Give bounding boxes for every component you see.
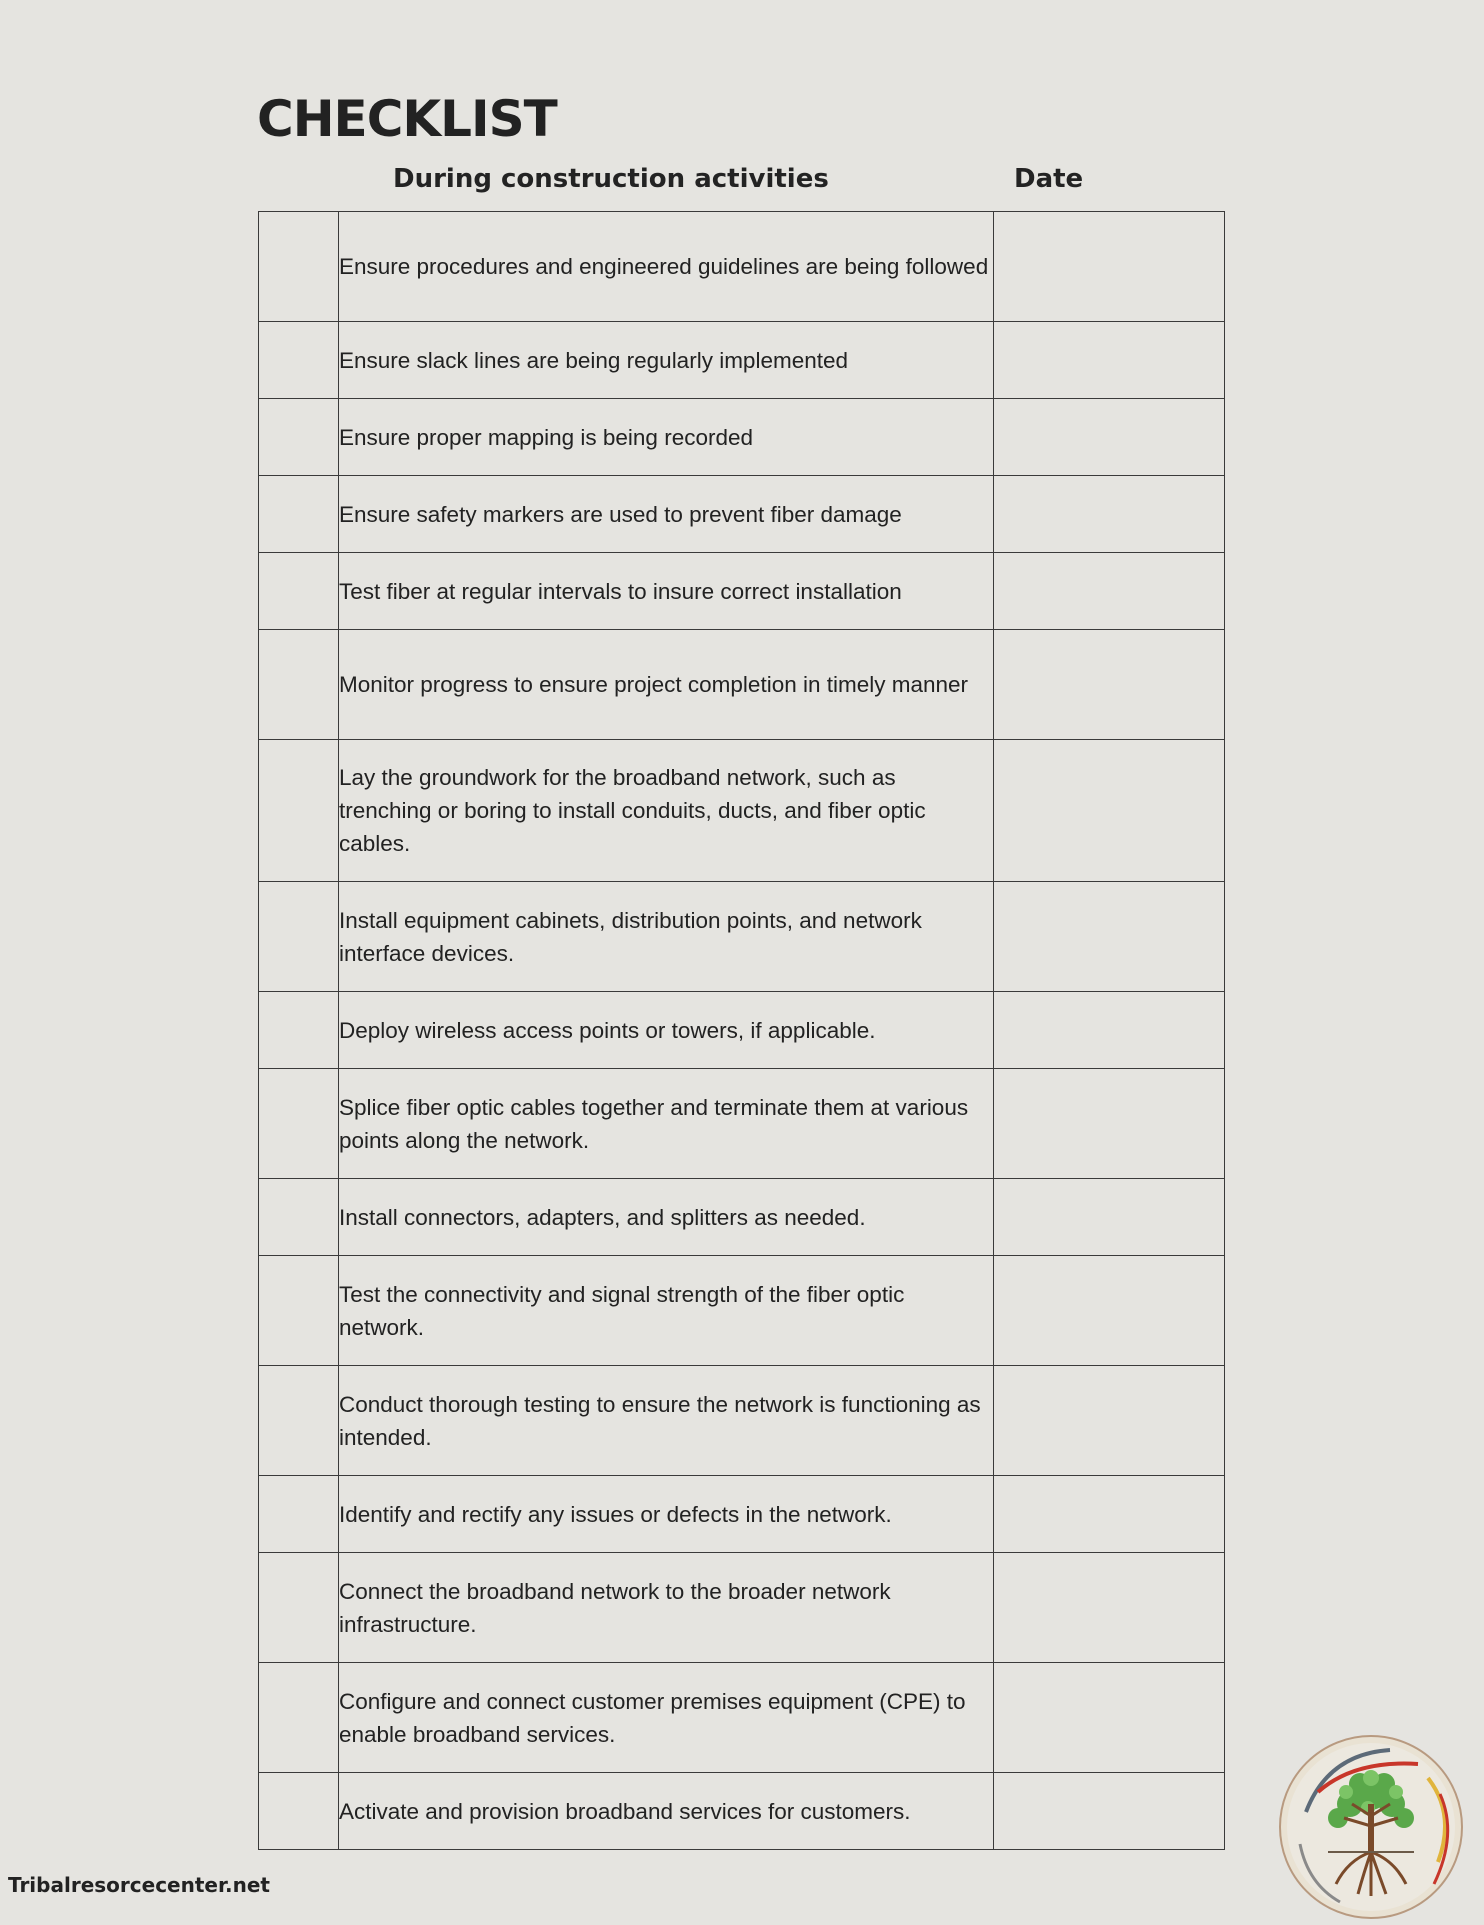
task-text: Deploy wireless access points or towers, if applicable. xyxy=(339,992,994,1069)
date-cell[interactable] xyxy=(994,740,1225,882)
task-text: Configure and connect customer premises equipment (CPE) to enable broadband services. xyxy=(339,1663,994,1773)
task-text: Connect the broadband network to the broader network infrastructure. xyxy=(339,1553,994,1663)
checkbox-cell[interactable] xyxy=(259,630,339,740)
table-row xyxy=(259,1773,1225,1850)
checkbox-cell[interactable] xyxy=(259,1773,339,1850)
checkbox-cell[interactable] xyxy=(259,1553,339,1663)
date-cell[interactable] xyxy=(994,1069,1225,1179)
tree-emblem-icon xyxy=(1278,1734,1464,1920)
table-row xyxy=(259,322,1225,399)
logo xyxy=(1278,1734,1464,1920)
table-row xyxy=(259,1179,1225,1256)
task-text: Test the connectivity and signal strength of the fiber optic network. xyxy=(339,1256,994,1366)
checkbox-cell[interactable] xyxy=(259,212,339,322)
task-text: Ensure procedures and engineered guidelines are being followed xyxy=(339,212,994,322)
task-text: Splice fiber optic cables together and terminate them at various points along the network. xyxy=(339,1069,994,1179)
task-text: Conduct thorough testing to ensure the network is functioning as intended. xyxy=(339,1366,994,1476)
task-text: Ensure safety markers are used to prevent fiber damage xyxy=(339,476,994,553)
task-text: Test fiber at regular intervals to insure correct installation xyxy=(339,553,994,630)
table-row xyxy=(259,992,1225,1069)
date-cell[interactable] xyxy=(994,1366,1225,1476)
date-cell[interactable] xyxy=(994,1553,1225,1663)
table-row xyxy=(259,399,1225,476)
table-row xyxy=(259,882,1225,992)
table-row xyxy=(259,1069,1225,1179)
task-text: Ensure slack lines are being regularly implemented xyxy=(339,322,994,399)
task-text: Identify and rectify any issues or defects in the network. xyxy=(339,1476,994,1553)
checkbox-cell[interactable] xyxy=(259,1256,339,1366)
task-text: Lay the groundwork for the broadband network, such as trenching or boring to install conduits, ducts, and fiber optic cables. xyxy=(339,740,994,882)
page-title: CHECKLIST xyxy=(257,90,557,148)
table-row xyxy=(259,740,1225,882)
task-text: Ensure proper mapping is being recorded xyxy=(339,399,994,476)
date-cell[interactable] xyxy=(994,212,1225,322)
date-cell[interactable] xyxy=(994,1476,1225,1553)
checkbox-cell[interactable] xyxy=(259,399,339,476)
checkbox-cell[interactable] xyxy=(259,553,339,630)
footer-website: Tribalresorcecenter.net xyxy=(8,1873,270,1897)
date-cell[interactable] xyxy=(994,992,1225,1069)
checkbox-cell[interactable] xyxy=(259,1069,339,1179)
date-cell[interactable] xyxy=(994,399,1225,476)
activities-column-header: During construction activities xyxy=(393,164,829,194)
task-text: Install equipment cabinets, distribution points, and network interface devices. xyxy=(339,882,994,992)
date-cell[interactable] xyxy=(994,476,1225,553)
table-row xyxy=(259,630,1225,740)
date-cell[interactable] xyxy=(994,1773,1225,1850)
date-column-header: Date xyxy=(1014,164,1084,194)
checkbox-cell[interactable] xyxy=(259,1476,339,1553)
checkbox-cell[interactable] xyxy=(259,322,339,399)
checkbox-cell[interactable] xyxy=(259,882,339,992)
table-row xyxy=(259,212,1225,322)
task-text: Activate and provision broadband services for customers. xyxy=(339,1773,994,1850)
table-row xyxy=(259,1553,1225,1663)
checkbox-cell[interactable] xyxy=(259,992,339,1069)
checkbox-cell[interactable] xyxy=(259,476,339,553)
table-row xyxy=(259,1476,1225,1553)
table-row xyxy=(259,476,1225,553)
date-cell[interactable] xyxy=(994,1179,1225,1256)
date-cell[interactable] xyxy=(994,553,1225,630)
date-cell[interactable] xyxy=(994,1663,1225,1773)
date-cell[interactable] xyxy=(994,630,1225,740)
task-text: Monitor progress to ensure project completion in timely manner xyxy=(339,630,994,740)
date-cell[interactable] xyxy=(994,322,1225,399)
table-row xyxy=(259,1663,1225,1773)
table-row xyxy=(259,553,1225,630)
checklist-table xyxy=(258,211,1225,1850)
table-row xyxy=(259,1256,1225,1366)
task-text: Install connectors, adapters, and splitters as needed. xyxy=(339,1179,994,1256)
date-cell[interactable] xyxy=(994,1256,1225,1366)
date-cell[interactable] xyxy=(994,882,1225,992)
table-row xyxy=(259,1366,1225,1476)
checkbox-cell[interactable] xyxy=(259,1366,339,1476)
checkbox-cell[interactable] xyxy=(259,1179,339,1256)
checkbox-cell[interactable] xyxy=(259,740,339,882)
checkbox-cell[interactable] xyxy=(259,1663,339,1773)
